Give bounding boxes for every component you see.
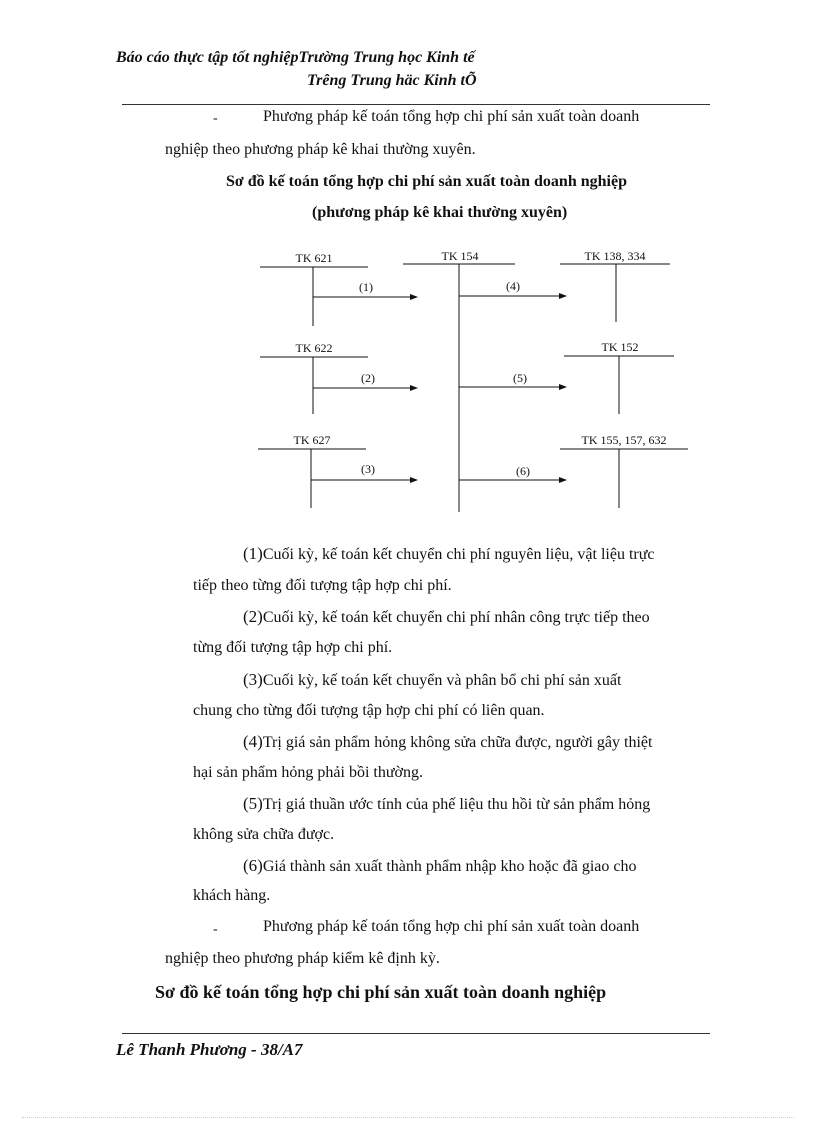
arrow-3-label: (3) [361, 462, 375, 476]
note-5-num: (5) [243, 794, 263, 813]
arrow-6-label: (6) [516, 464, 530, 478]
outro-line-2: nghiệp theo phương pháp kiểm kê định kỳ. [165, 950, 440, 967]
intro-line-2: nghiệp theo phương pháp kê khai thường xuyên. [165, 141, 476, 158]
note-5-first [243, 794, 650, 814]
intro-bullet: - [213, 111, 218, 126]
note-5-second: không sửa chữa được. [193, 826, 335, 843]
diagram-title: Sơ đồ kế toán tổng hợp chi phí sản xuất toàn doanh nghiệp [226, 173, 627, 190]
note-4-first [243, 732, 652, 752]
note-3-first [243, 670, 621, 690]
tk622-label: TK 622 [295, 341, 333, 355]
next-section-title: Sơ đồ kế toán tổng hợp chi phí sản xuất toàn doanh nghiệp [155, 982, 607, 1002]
note-3-num: (3) [243, 670, 263, 689]
note-5-text: Trị giá thuần ước tính của phế liệu thu hồi từ sản phẩm hỏng [262, 796, 651, 813]
note-6-text: Giá thành sản xuất thành phẩm nhập kho hoặc đã giao cho [262, 858, 637, 875]
arrow-1-label: (1) [359, 280, 373, 294]
tk621-label: TK 621 [295, 251, 333, 265]
arrow-5-label: (5) [513, 371, 527, 385]
note-2-num: (2) [243, 607, 263, 626]
tk152-label: TK 152 [601, 340, 639, 354]
footer-rule [122, 1033, 710, 1034]
note-3-second: chung cho từng đối tượng tập hợp chi phí có liên quan. [193, 702, 545, 719]
note-1-first [243, 544, 718, 564]
header-garbled-line: Trêng Trung häc Kinh tÕ [307, 72, 477, 89]
outro-bullet: - [213, 922, 218, 937]
note-4-num: (4) [243, 732, 263, 751]
note-6-num: (6) [243, 856, 263, 875]
note-3-text: Cuối kỳ, kế toán kết chuyển và phân bổ chi phí sản xuất [262, 672, 622, 689]
note-6-first [243, 856, 637, 876]
note-1-text: Cuối kỳ, kế toán kết chuyển chi phí nguyên liệu, vật liệu trực [262, 546, 655, 563]
diagram-subtitle: (phương pháp kê khai thường xuyên) [312, 204, 568, 221]
note-2-first [243, 607, 650, 627]
intro-line-1: Phương pháp kế toán tổng hợp chi phí sản xuất toàn doanh [263, 108, 640, 125]
note-2-second: từng đối tượng tập hợp chi phí. [193, 639, 393, 656]
tk154-label: TK 154 [441, 249, 479, 263]
note-2-text: Cuối kỳ, kế toán kết chuyển chi phí nhân công trực tiếp theo [262, 609, 650, 626]
note-6-second: khách hàng. [193, 887, 271, 904]
tk155-label: TK 155, 157, 632 [581, 433, 667, 447]
page-edge-dots [22, 1117, 794, 1118]
note-1-num: (1) [243, 544, 263, 563]
note-4-text: Trị giá sản phẩm hỏng không sửa chữa được, người gây thiệt [262, 734, 653, 751]
note-1-second: tiếp theo từng đối tượng tập hợp chi phí. [193, 577, 452, 594]
outro-line-1: Phương pháp kế toán tổng hợp chi phí sản xuất toàn doanh [263, 918, 640, 935]
tk627-label: TK 627 [293, 433, 331, 447]
arrow-4-label: (4) [506, 279, 520, 293]
note-4-second: hại sản phẩm hỏng phải bồi thường. [193, 764, 423, 781]
footer-author: Lê Thanh Phương - 38/A7 [116, 1040, 303, 1059]
tk138-label: TK 138, 334 [584, 249, 646, 263]
header-school-line: Báo cáo thực tập tốt nghiệpTrường Trung học Kinh tế [116, 49, 475, 66]
arrow-2-label: (2) [361, 371, 375, 385]
